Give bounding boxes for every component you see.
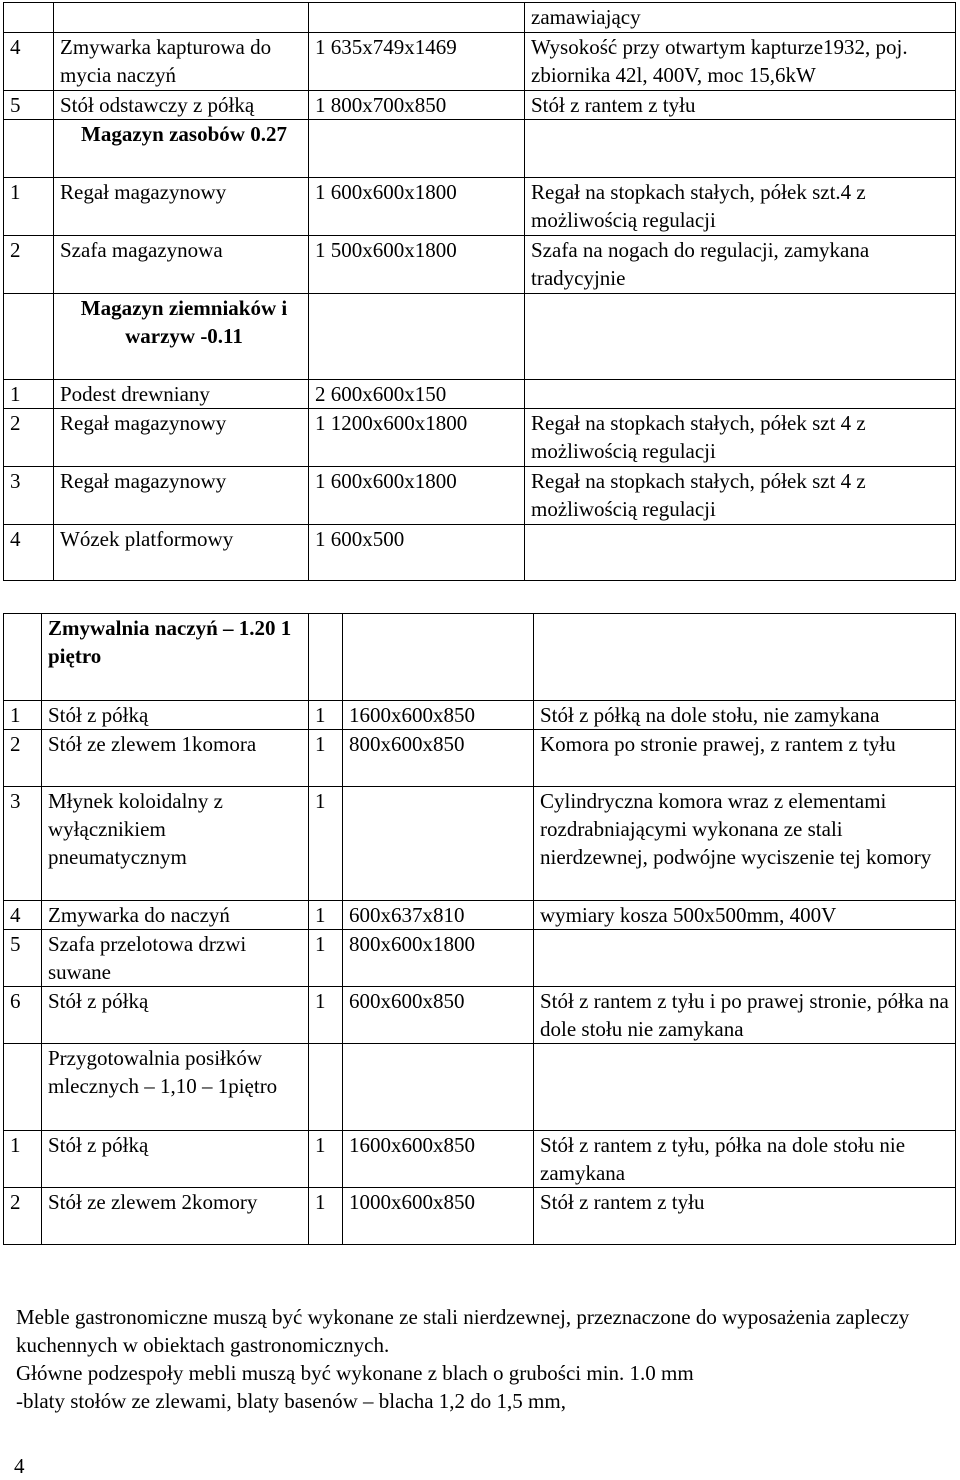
table-cell [309,1044,343,1131]
table-cell: 1 600x600x1800 [309,178,525,236]
equipment-table-2 [3,613,956,1245]
table-cell [4,1044,42,1131]
table-row [4,91,956,120]
table-cell [525,525,956,581]
table-cell: 1 [4,701,42,730]
table-cell: 1600x600x850 [343,701,534,730]
note-paragraph: Meble gastronomiczne muszą być wykonane ze stali nierdzewnej, przeznaczone do wyposażenia zapleczy kuchennych w obiektach gastronomicznych. [16,1305,910,1357]
table-cell: 1 635x749x1469 [309,33,525,91]
table-cell: 3 [4,787,42,901]
page-number: 4 [14,1454,25,1478]
table-cell [4,3,54,33]
table-row [4,1044,956,1131]
table-cell: Zmywarka kapturowa do mycia naczyń [54,33,309,91]
section-heading: Zmywalnia naczyń – 1.20 1 piętro [42,614,309,701]
table-row [4,1188,956,1245]
table-cell: 1600x600x850 [343,1131,534,1188]
table-cell [309,294,525,380]
table-cell [343,614,534,701]
table-cell [534,614,956,701]
table-row [4,614,956,701]
table-cell: Stół z rantem z tyłu, półka na dole stołu nie zamykana [534,1131,956,1188]
section-heading: Magazyn zasobów 0.27 [54,120,309,178]
table-cell: 1 [309,1131,343,1188]
table-cell: 1 500x600x1800 [309,236,525,294]
table-row [4,930,956,987]
table-cell: 1 600x500 [309,525,525,581]
table-row [4,901,956,930]
table-cell [343,787,534,901]
table-cell: Stół z rantem z tyłu [525,91,956,120]
table-row [4,33,956,91]
table-cell: 1 [309,1188,343,1245]
table-cell: 5 [4,930,42,987]
table-cell: Młynek koloidalny z wyłącznikiem pneumatycznym [42,787,309,901]
table-cell: Regał na stopkach stałych, półek szt.4 z możliwością regulacji [525,178,956,236]
table-cell: Cylindryczna komora wraz z elementami rozdrabniającymi wykonana ze stali nierdzewnej, podwójne wyciszenie tej komory [534,787,956,901]
table-row [4,467,956,525]
table-row [4,730,956,787]
table-cell: 2 [4,409,54,467]
table-cell [343,1044,534,1131]
table-cell: 4 [4,33,54,91]
table-cell: Regał magazynowy [54,467,309,525]
table-cell: 1000x600x850 [343,1188,534,1245]
table-cell: zamawiający [525,3,956,33]
table-cell: 800x600x850 [343,730,534,787]
table-row [4,3,956,33]
table-cell: 2 [4,730,42,787]
table-cell: 1 600x600x1800 [309,467,525,525]
equipment-table-1 [3,2,956,581]
table-cell: 1 [4,1131,42,1188]
table-cell [54,3,309,33]
table-cell [4,120,54,178]
table-row [4,987,956,1044]
table-cell [534,930,956,987]
table-row [4,236,956,294]
table-cell: Wysokość przy otwartym kapturze1932, poj. zbiornika 42l, 400V, moc 15,6kW [525,33,956,91]
table-cell: 1 [309,730,343,787]
table-cell: Regał magazynowy [54,178,309,236]
table-cell: Stół z półką [42,1131,309,1188]
table-cell [525,380,956,409]
table-cell: Szafa magazynowa [54,236,309,294]
table-cell: Regał na stopkach stałych, półek szt 4 z możliwością regulacji [525,467,956,525]
table-cell [4,614,42,701]
table-cell: Stół ze zlewem 2komory [42,1188,309,1245]
table-cell [4,294,54,380]
table-cell: Stół ze zlewem 1komora [42,730,309,787]
table-cell: 4 [4,525,54,581]
section-heading: Magazyn ziemniaków i warzyw -0.11 [54,294,309,380]
table-cell: Szafa przelotowa drzwi suwane [42,930,309,987]
table-cell: 6 [4,987,42,1044]
table-row [4,1131,956,1188]
table-cell [525,294,956,380]
table-cell: 2 600x600x150 [309,380,525,409]
table-row [4,178,956,236]
table-cell: 1 [309,987,343,1044]
table-cell: Komora po stronie prawej, z rantem z tyłu [534,730,956,787]
note-paragraph: Główne podzespoły mebli muszą być wykonane z blach o grubości min. 1.0 mm [16,1361,694,1385]
table-cell: Podest drewniany [54,380,309,409]
table-cell: 2 [4,236,54,294]
table-cell: 1 800x700x850 [309,91,525,120]
table-cell: 1 [4,178,54,236]
table-cell: 1 1200x600x1800 [309,409,525,467]
table-cell: Regał magazynowy [54,409,309,467]
table-cell: Stół odstawczy z półką [54,91,309,120]
table-cell: wymiary kosza 500x500mm, 400V [534,901,956,930]
table-cell [309,120,525,178]
table-cell: 800x600x1800 [343,930,534,987]
table-cell: 1 [309,701,343,730]
table-cell: Zmywarka do naczyń [42,901,309,930]
table-cell: 1 [309,930,343,987]
table-row [4,525,956,581]
table-row [4,380,956,409]
table-cell: Stół z półką [42,701,309,730]
table-cell: 1 [4,380,54,409]
table-cell: 5 [4,91,54,120]
table-row [4,787,956,901]
section-heading: Przygotowalnia posiłków mlecznych – 1,10 – 1piętro [42,1044,309,1131]
table-cell [309,614,343,701]
table-cell [534,1044,956,1131]
table-cell: 600x637x810 [343,901,534,930]
table-cell: Szafa na nogach do regulacji, zamykana tradycyjnie [525,236,956,294]
table-row [4,120,956,178]
table-row [4,409,956,467]
table-cell: 3 [4,467,54,525]
table-cell: 1 [309,787,343,901]
table-cell: Regał na stopkach stałych, półek szt 4 z możliwością regulacji [525,409,956,467]
table-row [4,294,956,380]
table-cell: Stół z półką na dole stołu, nie zamykana [534,701,956,730]
table-cell: Stół z rantem z tyłu [534,1188,956,1245]
notes-block [16,1303,946,1415]
table-cell: 600x600x850 [343,987,534,1044]
table-cell: Wózek platformowy [54,525,309,581]
table-cell: 1 [309,901,343,930]
table-row [4,701,956,730]
table-cell: 2 [4,1188,42,1245]
table-cell: 4 [4,901,42,930]
note-paragraph: -blaty stołów ze zlewami, blaty basenów – blacha 1,2 do 1,5 mm, [16,1389,566,1413]
table-cell [309,3,525,33]
table-cell: Stół z półką [42,987,309,1044]
table-cell [525,120,956,178]
table-cell: Stół z rantem z tyłu i po prawej stronie, półka na dole stołu nie zamykana [534,987,956,1044]
